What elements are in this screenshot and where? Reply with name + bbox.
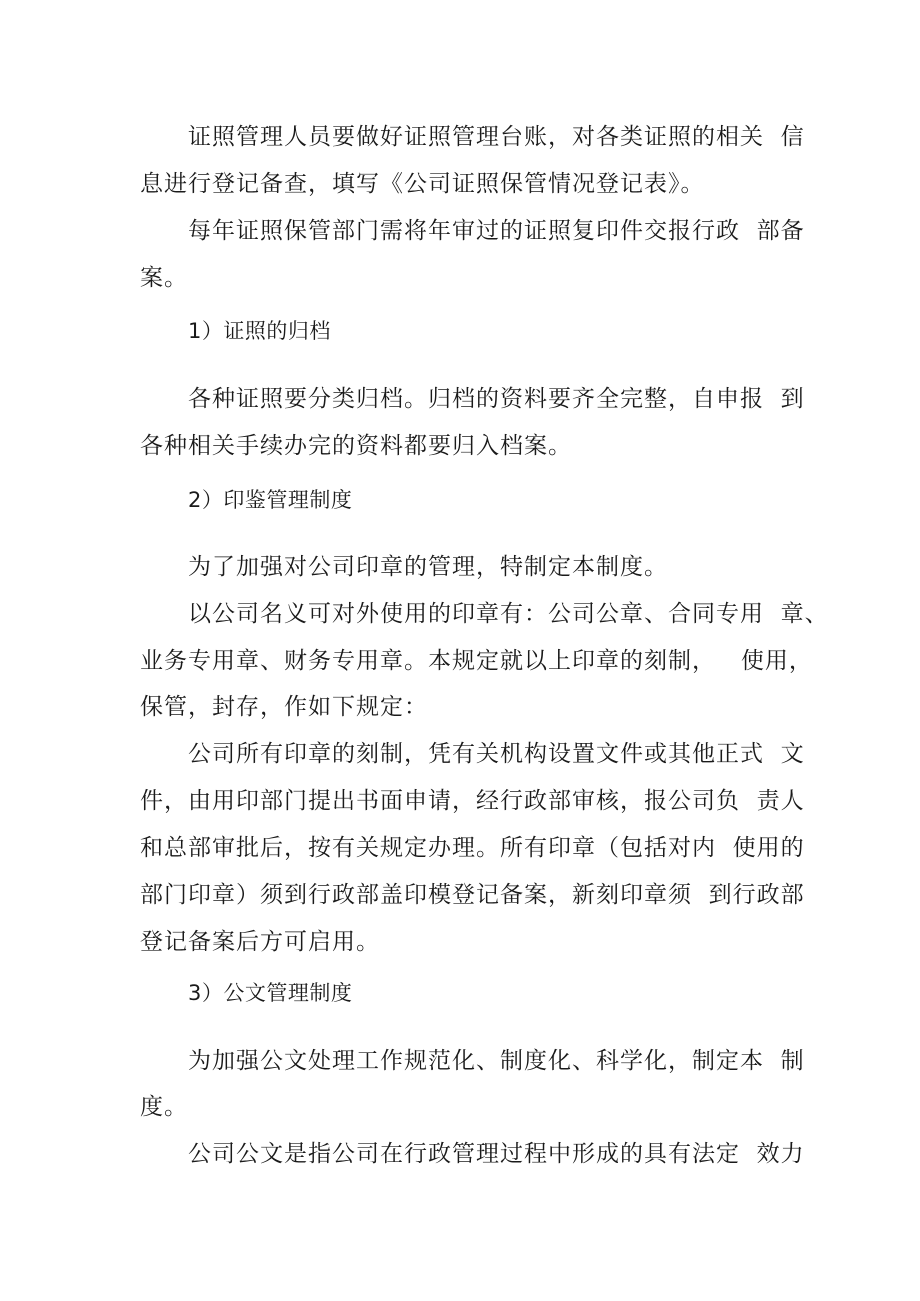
paragraph-line: 各种证照要分类归档。归档的资料要齐全完整，自申报 到 xyxy=(188,386,805,412)
paragraph-line: 度。 xyxy=(140,1094,188,1120)
paragraph-line: 业务专用章、财务专用章。本规定就以上印章的刻制， 使用， xyxy=(140,648,813,674)
paragraph-line: 和总部审批后，按有关规定办理。所有印章（包括对内 使用的 xyxy=(140,835,805,861)
paragraph-line: 证照管理人员要做好证照管理台账，对各类证照的相关 信 xyxy=(188,124,805,150)
paragraph-line: 公司所有印章的刻制，凭有关机构设置文件或其他正式 文 xyxy=(188,741,805,767)
paragraph-line: 登记备案后方可启用。 xyxy=(140,929,380,955)
section-heading: 1）证照的归档 xyxy=(188,319,331,343)
paragraph-line: 息进行登记备查，填写《公司证照保管情况登记表》。 xyxy=(140,171,705,197)
paragraph-line: 保管，封存，作如下规定： xyxy=(140,694,428,720)
paragraph-line: 各种相关手续办完的资料都要归入档案。 xyxy=(140,433,572,459)
paragraph-line: 为了加强对公司印章的管理，特制定本制度。 xyxy=(188,554,668,580)
section-heading: 2）印鉴管理制度 xyxy=(188,488,353,512)
paragraph-line: 件，由用印部门提出书面申请，经行政部审核，报公司负 责人 xyxy=(140,788,805,814)
paragraph-line: 每年证照保管部门需将年审过的证照复印件交报行政 部备 xyxy=(188,218,805,244)
section-heading: 3）公文管理制度 xyxy=(188,981,353,1005)
paragraph-line: 为加强公文处理工作规范化、制度化、科学化，制定本 制 xyxy=(188,1048,805,1074)
paragraph-line: 部门印章）须到行政部盖印模登记备案，新刻印章须 到行政部 xyxy=(140,882,805,908)
paragraph-line: 公司公文是指公司在行政管理过程中形成的具有法定 效力 xyxy=(188,1141,805,1167)
paragraph-line: 以公司名义可对外使用的印章有：公司公章、合同专用 章、 xyxy=(188,601,829,627)
paragraph-line: 案。 xyxy=(140,265,188,291)
